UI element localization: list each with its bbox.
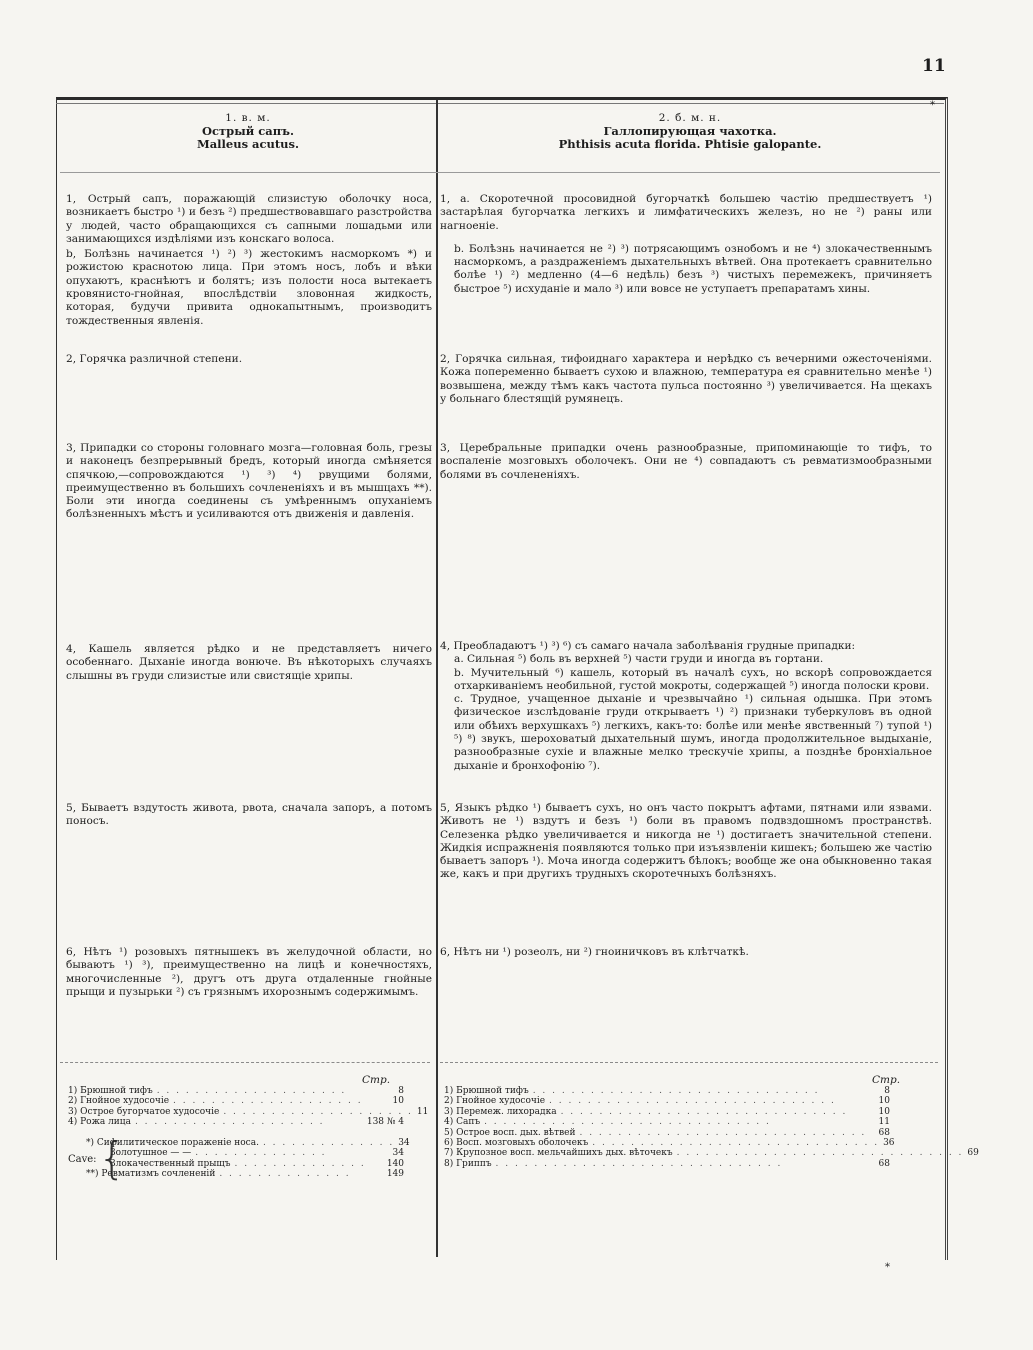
list-item bbox=[86, 1159, 404, 1169]
footnote-label: 8) Гриппъ bbox=[444, 1158, 492, 1169]
footnote-label: **) Ревматизмъ сочлененій bbox=[86, 1169, 216, 1180]
footnote-label: Золотушное — — bbox=[110, 1148, 192, 1159]
cave-brace: { bbox=[98, 1133, 126, 1184]
right-entry-4-para-a: a. Сильная ⁵) боль въ верхней ⁵) части груди и иногда въ гортани. bbox=[454, 653, 824, 666]
left-entry-2 bbox=[66, 353, 432, 366]
right-entry-5-para: 5, Языкъ рѣдко ¹) бываетъ сухъ, но онъ часто покрытъ афтами, пятнами или язвами. Животъ не ¹) вздутъ и безъ ¹) боли въ правомъ подвздошномъ пространствѣ. Селезенка рѣдко увеличивается и никогда не ¹) достигаетъ значительной степени. Жидкія испражненія появляются только при изъязвленіи кишекъ; большею же частію бываетъ запоръ ¹). Моча иногда содержитъ бѣлокъ; вообще же она обыкновенно такая же, какъ и при другихъ трудныхъ скоротечныхъ болѣзняхъ. bbox=[440, 802, 932, 881]
left-entry-6 bbox=[66, 946, 432, 999]
leader-dots: . . . . . . . . . . . . . . . . . . . . bbox=[156, 1086, 347, 1096]
page-number: 11 bbox=[922, 56, 946, 76]
footnote-page: 149 bbox=[386, 1169, 404, 1180]
list-item bbox=[86, 1169, 404, 1179]
footnote-label: *) Сифилитическое пораженіе носа. bbox=[86, 1138, 259, 1148]
footnote-label: 1) Брюшной тифъ bbox=[68, 1086, 153, 1096]
right-entry-1 bbox=[440, 193, 932, 296]
right-footnotes-page-header: Стр. bbox=[872, 1074, 901, 1086]
footnote-label: 4) Сапъ bbox=[444, 1117, 481, 1128]
leader-dots: . . . . . . . . . . . . . . . . . . . . . . . . . . . . . . bbox=[592, 1138, 880, 1149]
cave-footnotes-list bbox=[86, 1133, 410, 1184]
footnote-page: 10 bbox=[878, 1106, 890, 1117]
footnote-label: 3) Острое бугорчатое худосочіе bbox=[68, 1106, 220, 1117]
list-item bbox=[86, 1138, 410, 1148]
right-footnotes-list bbox=[444, 1086, 979, 1169]
footnote-page: 69 bbox=[967, 1148, 979, 1159]
leader-dots: . . . . . . . . . . . . . . . . . . . . . . . . . . . . . . bbox=[484, 1117, 771, 1128]
right-column-header bbox=[438, 112, 942, 151]
footnote-label: 4) Рожа лица bbox=[68, 1117, 131, 1128]
right-entry-1-para-b: b. Болѣзнь начинается не ²) ³) потрясающимъ ознобомъ и не ⁴) злокачественнымъ насморкомъ, а раздраженіемъ дыхательныхъ вѣтвей. Она протекаетъ сравнительно болѣе ¹) ²) медленно (4—6 недѣль) безъ ³) чистыхъ перемежекъ, причиняетъ быстрое ⁵) исхуданіе и мало ³) или вовсе не уступаетъ препаратамъ хины. bbox=[454, 242, 932, 295]
print-mark: * bbox=[885, 1262, 890, 1273]
footnote-page: 68 bbox=[878, 1158, 890, 1169]
leader-dots: . . . . . . . . . . . . . . bbox=[262, 1138, 395, 1148]
right-column-title: Галлопирующая чахотка. bbox=[603, 124, 777, 138]
footnote-label: 5) Острое восп. дых. вѣтвей bbox=[444, 1127, 576, 1138]
leader-dots: . . . . . . . . . . . . . . bbox=[234, 1158, 366, 1169]
leader-dots: . . . . . . . . . . . . . . . . . . . . . . . . . . . . . . bbox=[676, 1148, 964, 1159]
footnote-page: 36 bbox=[883, 1138, 895, 1149]
footnote-page: 140 bbox=[386, 1158, 404, 1169]
left-entry-5-para: 5, Бываетъ вздутость живота, рвота, сначала запоръ, а потомъ поносъ. bbox=[66, 802, 432, 828]
left-column-title: Острый сапъ. bbox=[202, 124, 294, 138]
right-entry-4-para-c: c. Трудное, учащенное дыханіе и чрезвычайно ¹) сильная одышка. При этомъ физическое изслѣдованіе груди открываетъ ¹) ²) признаки туберкуловъ въ одной или обѣихъ верхушкахъ ⁵) легкихъ, какъ-то: болѣе или менѣе явственный ⁷) тупой ¹) ⁵) ⁸) звукъ, шероховатый дыхательный шумъ, иногда продолжительное выдыханіе, разнообразные сухіе и влажные мелко трескучіе хрипы, а позднѣе бронхіальное дыханіе и бронхофонію ⁷). bbox=[454, 693, 932, 772]
right-column-number: 2. б. м. н. bbox=[658, 112, 722, 124]
footnote-label: 7) Крупозное восп. мельчайшихъ дых. вѣточекъ bbox=[444, 1148, 673, 1159]
list-item bbox=[68, 1086, 404, 1096]
list-item bbox=[444, 1086, 890, 1096]
left-column-header bbox=[60, 112, 436, 151]
right-entry-3-para: 3, Церебральные припадки очень разнообразные, припоминающіе то тифъ, то воспаленіе мозговыхъ оболочекъ. Они не ⁴) совпадаютъ съ ревматизмообразными болями въ сочлененіяхъ. bbox=[440, 442, 932, 481]
footnote-page: 68 bbox=[878, 1127, 890, 1138]
list-item bbox=[68, 1096, 404, 1106]
footnote-page: 11 bbox=[416, 1106, 429, 1117]
left-entry-3-para: 3, Припадки со стороны головнаго мозга—головная боль, грезы и наконецъ безпрерывный бредъ, который иногда смѣняется спячкою,—сопровождаются ¹) ³) ⁴) рвущими болями, преимущественно въ большихъ сочлененіяхъ и въ мышцахъ **). Боли эти иногда соединены съ умѣреннымъ опуханіемъ болѣзненныхъ мѣстъ и усиливаются отъ движенія и давленія. bbox=[66, 442, 432, 521]
left-footnotes-list bbox=[68, 1086, 429, 1128]
list-item bbox=[86, 1148, 404, 1158]
footnote-page: 138 № 4 bbox=[366, 1117, 404, 1128]
right-entry-2 bbox=[440, 353, 932, 406]
right-entry-4 bbox=[440, 640, 932, 773]
footnote-label: Злокачественный прыщъ bbox=[110, 1158, 231, 1169]
leader-dots: . . . . . . . . . . . . . . . . . . . . bbox=[134, 1117, 325, 1128]
footnote-label: 2) Гнойное худосочіе bbox=[444, 1096, 546, 1107]
left-entry-2-para: 2, Горячка различной степени. bbox=[66, 353, 243, 365]
footnote-label: 1) Брюшной тифъ bbox=[444, 1086, 529, 1096]
left-entry-4-para: 4, Кашель является рѣдко и не представляетъ ничего особеннаго. Дыханіе иногда вонюче. Въ нѣкоторыхъ случаяхъ слышны въ груди слизистые или свистящіе хрипы. bbox=[66, 643, 432, 682]
right-entry-4-para-b: b. Мучительный ⁶) кашель, который въ началѣ сухъ, но вскорѣ сопровождается отхаркиваніемъ необильной, густой мокроты, содержащей ⁵) иногда полоски крови. bbox=[454, 666, 932, 692]
right-entry-3 bbox=[440, 442, 932, 482]
list-item bbox=[444, 1128, 890, 1138]
list-item bbox=[68, 1106, 429, 1117]
leader-dots: . . . . . . . . . . . . . . . . . . . . . . . . . . . . . . bbox=[560, 1106, 848, 1117]
list-item bbox=[444, 1107, 890, 1117]
footnote-page: 10 bbox=[878, 1096, 890, 1107]
header-rule bbox=[60, 172, 940, 173]
leader-dots: . . . . . . . . . . . . . . bbox=[195, 1148, 327, 1159]
list-item bbox=[444, 1117, 890, 1127]
leader-dots: . . . . . . . . . . . . . . . . . . . . . . . . . . . . . . bbox=[495, 1158, 783, 1169]
list-item bbox=[444, 1096, 890, 1106]
footnote-label: 6) Восп. мозговыхъ оболочекъ bbox=[444, 1138, 589, 1149]
right-entry-4-para-intro: 4, Преобладаютъ ¹) ³) ⁶) съ самаго начала заболѣванія грудные припадки: bbox=[440, 640, 856, 652]
footnote-label: 2) Гнойное худосочіе bbox=[68, 1096, 170, 1107]
leader-dots: . . . . . . . . . . . . . . . . . . . . bbox=[223, 1106, 413, 1117]
right-column-subtitle: Phthisis acuta florida. Phtisie galopante. bbox=[558, 137, 822, 151]
footnote-page: 34 bbox=[398, 1138, 410, 1148]
footnote-page: 8 bbox=[398, 1086, 404, 1096]
cave-label: Cave: bbox=[68, 1154, 97, 1165]
footnote-page: 34 bbox=[392, 1148, 404, 1159]
frame-top-rule bbox=[56, 103, 944, 104]
column-divider bbox=[436, 100, 438, 1257]
left-entry-4 bbox=[66, 643, 432, 683]
right-entry-6-para: 6, Нѣтъ ни ¹) розеолъ, ни ²) гноиничковъ въ клѣтчаткѣ. bbox=[440, 946, 749, 958]
leader-dots: . . . . . . . . . . . . . . . . . . . . bbox=[173, 1096, 363, 1107]
left-entry-1-para-b: b, Болѣзнь начинается ¹) ²) ³) жестокимъ насморкомъ *) и рожистою краснотою лица. При этомъ носъ, лобъ и вѣки опухаютъ, краснѣютъ и болятъ; изъ полости носа вытекаетъ кровянисто-гнойная, впослѣдствіи зловонная жидкость, которая, будучи привита однокапытнымъ, производитъ тождественныя явленія. bbox=[66, 248, 432, 327]
list-item bbox=[68, 1117, 404, 1127]
right-entry-1-para-a: 1, a. Скоротечной просовидной бугорчаткѣ большею частію предшествуетъ ¹) застарѣлая бугорчатка легкихъ и лимфатическихъ железъ, но не ²) раны или нагноеніе. bbox=[440, 193, 932, 232]
right-entry-6 bbox=[440, 946, 932, 959]
left-footnotes-page-header: Стр. bbox=[362, 1074, 391, 1086]
left-footnote-rule bbox=[60, 1062, 430, 1063]
left-column-subtitle: Malleus acutus. bbox=[196, 137, 300, 151]
left-entry-1-para-a: 1, Острый сапъ, поражающій слизистую оболочку носа, возникаетъ быстро ¹) и безъ ²) предшествовавшаго разстройства у людей, часто обращающихся съ сапными лошадьми или занимающихся издѣліями изъ конскаго волоса. bbox=[66, 193, 432, 245]
left-entry-5 bbox=[66, 802, 432, 829]
leader-dots: . . . . . . . . . . . . . . . . . . . . . . . . . . . . . . bbox=[579, 1127, 867, 1138]
list-item bbox=[444, 1138, 895, 1149]
right-footnote-rule bbox=[440, 1062, 938, 1063]
left-entry-6-para: 6, Нѣтъ ¹) розовыхъ пятнышекъ въ желудочной области, но бываютъ ¹) ³), преимущественно на лицѣ и конечностяхъ, многочисленные ²), другъ отъ друга отдаленные гнойные прыщи и пузырьки ²) съ грязнымъ ихорознымъ содержимымъ. bbox=[66, 946, 432, 998]
leader-dots: . . . . . . . . . . . . . . bbox=[219, 1169, 351, 1180]
list-item bbox=[444, 1159, 890, 1169]
right-entry-2-para: 2, Горячка сильная, тифоиднаго характера и нерѣдко съ вечерними ожесточеніями. Кожа попеременно бываетъ сухою и влажною, температура ея сравнительно менѣе ¹) возвышена, между тѣмъ какъ частота пульса постоянно ³) увеличивается. На щекахъ у больнаго блестящій румянецъ. bbox=[440, 353, 932, 405]
footnote-label: 3) Перемеж. лихорадка bbox=[444, 1106, 557, 1117]
left-entry-1 bbox=[66, 193, 432, 328]
print-mark: * bbox=[930, 100, 935, 111]
leader-dots: . . . . . . . . . . . . . . . . . . . . . . . . . . . . . . bbox=[532, 1086, 820, 1096]
left-column-number: 1. в. м. bbox=[225, 112, 271, 124]
list-item bbox=[444, 1148, 979, 1159]
right-entry-5 bbox=[440, 802, 932, 882]
leader-dots: . . . . . . . . . . . . . . . . . . . . . . . . . . . . . . bbox=[549, 1096, 836, 1107]
footnote-page: 10 bbox=[392, 1096, 404, 1107]
left-entry-3 bbox=[66, 442, 432, 522]
footnote-page: 8 bbox=[884, 1086, 890, 1096]
footnote-page: 11 bbox=[878, 1117, 890, 1128]
